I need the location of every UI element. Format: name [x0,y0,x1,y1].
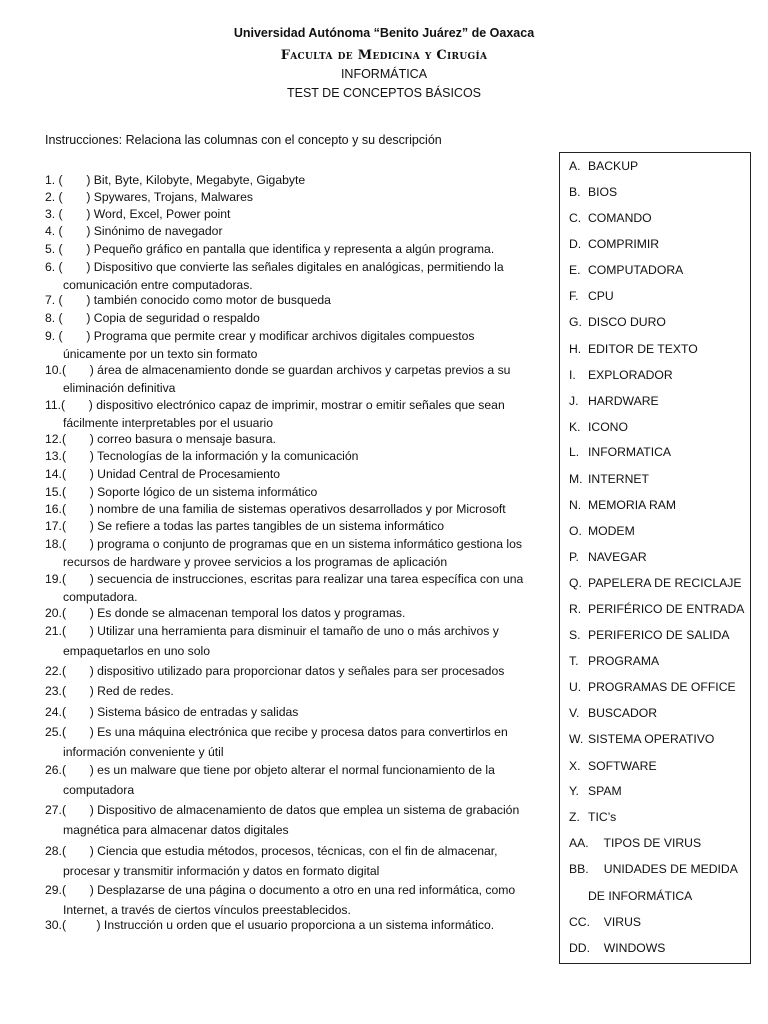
question-text: Instrucción u orden que el usuario proporciona a un sistema informático. [100,918,495,932]
question-number: 23. [45,684,62,698]
question-number: 16. [45,502,62,516]
question-number: 10. [45,363,62,377]
option-letter: G. [569,315,582,329]
option-text: VIRUS [597,915,642,929]
question-text: Soporte lógico de un sistema informático [93,485,318,499]
question-text-continued: comunicación entre computadoras. [63,277,253,292]
answer-blank[interactable]: ( ) [61,624,94,638]
question-text: Spywares, Trojans, Malwares [90,190,253,204]
question-item [45,241,550,259]
question-text: Es donde se almacenan temporal los datos y programas. [93,606,406,620]
question-number: 13. [45,449,62,463]
question-number: 14. [45,467,62,481]
option-letter: I. [569,368,576,382]
answer-option [569,263,683,277]
question-text: Programa que permite crear y modificar archivos digitales compuestos [90,329,475,343]
option-letter: Z. [569,810,580,824]
answer-option [569,420,628,434]
answer-option [569,654,659,668]
question-text: Dispositivo de almacenamiento de datos que emplea un sistema de grabación [93,803,520,817]
question-line [45,466,550,484]
question-line [45,397,550,415]
answer-blank[interactable]: ( ) [55,173,91,187]
question-line [45,172,550,190]
question-line [45,206,550,224]
question-item [45,683,550,701]
option-letter: N. [569,498,582,512]
question-number: 1. [45,173,56,187]
question-item [45,843,550,880]
option-text: PERIFÉRICO DE ENTRADA [588,602,745,616]
question-text-continued: empaquetarlos en uno solo [63,643,211,658]
question-number: 28. [45,844,62,858]
answer-blank[interactable]: ( ) [55,329,91,343]
option-letter: L. [569,445,580,459]
question-line [45,362,550,380]
answer-option [569,550,647,564]
question-number: 8. [45,311,56,325]
answer-option [569,159,638,173]
question-line [45,843,550,861]
answer-option [569,915,641,929]
option-letter: H. [569,342,582,356]
question-item [45,571,550,606]
question-text: Unidad Central de Procesamiento [93,467,281,481]
question-line [45,724,550,742]
question-number: 26. [45,763,62,777]
answer-option [569,784,622,798]
question-number: 15. [45,485,62,499]
question-text-continued: computadora. [63,589,138,604]
question-text: dispositivo utilizado para proporcionar datos y señales para ser procesados [93,664,505,678]
answer-option [569,315,666,329]
question-line [45,310,550,328]
question-line [45,882,550,900]
faculty-name: Faculta de Medicina y Cirugía [280,48,488,63]
answer-blank[interactable]: ( ) [61,363,94,377]
question-number: 27. [45,803,62,817]
question-text: Ciencia que estudia métodos, procesos, técnicas, con el fin de almacenar, [93,844,498,858]
question-text-continued: Internet, a través de ciertos vínculos preestablecidos. [63,902,351,917]
option-letter: E. [569,263,581,277]
answer-option [588,889,692,903]
question-line [45,501,550,519]
option-text: NAVEGAR [588,550,647,564]
answer-blank[interactable]: ( ) [55,311,91,325]
question-number: 3. [45,207,56,221]
question-line [45,683,550,701]
option-text: PROGRAMA [588,654,660,668]
answer-option [569,941,665,955]
question-number: 30. [45,918,62,932]
question-number: 19. [45,572,62,586]
question-line [45,536,550,554]
option-text: PROGRAMAS DE OFFICE [588,680,736,694]
option-text: PERIFERICO DE SALIDA [588,628,730,642]
option-text: EDITOR DE TEXTO [588,342,698,356]
answer-option [569,342,698,356]
question-text-continued: recursos de hardware y provee servicios a los programas de aplicación [63,554,448,569]
question-item [45,259,550,294]
answer-option [569,576,742,590]
question-line [45,448,550,466]
question-item [45,724,550,761]
question-line [45,328,550,346]
question-text: Tecnologías de la información y la comunicación [93,449,359,463]
question-item [45,536,550,571]
option-letter: R. [569,602,582,616]
question-number: 29. [45,883,62,897]
option-text: MODEM [588,524,635,538]
question-number: 22. [45,664,62,678]
answer-blank[interactable]: ( ) [61,844,94,858]
question-line [45,802,550,820]
answer-blank[interactable]: ( ) [61,432,94,446]
option-letter: A. [569,159,581,173]
answer-blank[interactable]: ( ) [61,803,94,817]
question-text: Se refiere a todas las partes tangibles de un sistema informático [93,519,445,533]
option-letter: J. [569,394,579,408]
answer-blank[interactable]: ( ) [61,502,94,516]
question-line [45,292,550,310]
question-text: dispositivo electrónico capaz de imprimir, mostrar o emitir señales que sean [92,398,505,412]
question-text: correo basura o mensaje basura. [93,432,277,446]
question-number: 5. [45,242,56,256]
option-letter: W. [569,732,584,746]
answer-option [569,732,714,746]
question-text-continued: únicamente por un texto sin formato [63,346,258,361]
option-letter: K. [569,420,581,434]
question-item [45,501,550,519]
question-line [45,518,550,536]
question-number: 4. [45,224,56,238]
question-text: también conocido como motor de busqueda [90,293,331,307]
answer-blank[interactable]: ( ) [61,918,101,932]
question-number: 6. [45,260,56,274]
question-item [45,484,550,502]
question-text-continued: fácilmente interpretables por el usuario [63,415,274,430]
question-text: Dispositivo que convierte las señales digitales en analógicas, permitiendo la [90,260,504,274]
question-item [45,362,550,397]
option-text: SOFTWARE [588,759,657,773]
question-number: 7. [45,293,56,307]
answer-option [569,394,659,408]
question-text: Es una máquina electrónica que recibe y procesa datos para convertirlos en [93,725,508,739]
question-line [45,571,550,589]
option-letter: M. [569,472,583,486]
option-letter: BB. [569,862,589,876]
question-text: programa o conjunto de programas que en un sistema informático gestiona los [93,537,522,551]
answer-blank[interactable]: ( ) [61,725,94,739]
answer-blank[interactable]: ( ) [61,705,94,719]
answer-option [569,211,652,225]
option-text: COMPRIMIR [588,237,660,251]
answer-blank[interactable]: ( ) [55,293,91,307]
instructions: Instrucciones: Relaciona las columnas con el concepto y su descripción [45,133,442,147]
question-item [45,448,550,466]
option-letter: F. [569,289,579,303]
answer-blank[interactable]: ( ) [61,606,94,620]
answer-blank[interactable]: ( ) [61,763,94,777]
question-text-continued: eliminación definitiva [63,380,176,395]
answer-option [569,524,635,538]
question-text-continued: información conveniente y útil [63,744,224,759]
option-letter: C. [569,211,582,225]
question-line [45,605,550,623]
university-name: Universidad Autónoma “Benito Juárez” de Oaxaca [233,26,535,40]
question-item [45,762,550,799]
question-item [45,328,550,363]
answer-option [569,237,659,251]
question-item [45,466,550,484]
question-line [45,623,550,641]
question-item [45,397,550,432]
option-text: INFORMATICA [588,445,672,459]
question-text: Sistema básico de entradas y salidas [93,705,299,719]
option-letter: S. [569,628,581,642]
question-line [45,241,550,259]
answer-option [569,185,617,199]
answer-blank[interactable]: ( ) [55,190,91,204]
option-text: COMPUTADORA [588,263,684,277]
option-letter: O. [569,524,582,538]
option-text: MEMORIA RAM [588,498,677,512]
question-text: Utilizar una herramienta para disminuir el tamaño de uno o más archivos y [93,624,499,638]
option-text: INTERNET [588,472,649,486]
question-line [45,704,550,722]
test-title: TEST DE CONCEPTOS BÁSICOS [286,86,482,100]
answer-option [569,836,701,850]
question-text: Word, Excel, Power point [90,207,231,221]
option-letter: AA. [569,836,589,850]
answer-option [569,759,657,773]
answer-option [569,810,616,824]
answer-blank[interactable]: ( ) [61,664,94,678]
answer-option [569,862,738,876]
option-text: PAPELERA DE RECICLAJE [588,576,742,590]
option-text: BIOS [588,185,618,199]
question-line [45,484,550,502]
question-text: Bit, Byte, Kilobyte, Megabyte, Gigabyte [90,173,306,187]
question-text-continued: magnética para almacenar datos digitales [63,822,289,837]
answer-blank[interactable]: ( ) [55,260,91,274]
answer-option [569,680,736,694]
option-text: TIC’s [588,810,617,824]
question-line [45,431,550,449]
option-text: DE INFORMÁTICA [588,889,693,903]
answer-option [569,498,676,512]
option-letter: V. [569,706,580,720]
answer-option [569,602,744,616]
question-number: 20. [45,606,62,620]
question-number: 21. [45,624,62,638]
question-text: área de almacenamiento donde se guardan archivos y carpetas previos a su [93,363,511,377]
option-text: EXPLORADOR [588,368,673,382]
question-number: 9. [45,329,56,343]
option-text: CPU [588,289,614,303]
question-item [45,518,550,536]
question-line [45,259,550,277]
question-text-continued: procesar y transmitir información y datos en formato digital [63,863,380,878]
option-text: SPAM [588,784,622,798]
question-item [45,310,550,328]
option-text: ICONO [588,420,628,434]
question-text: Desplazarse de una página o documento a otro en una red informática, como [93,883,516,897]
option-letter: U. [569,680,582,694]
answer-blank[interactable]: ( ) [61,467,94,481]
question-text: nombre de una familia de sistemas operativos desarrollados y por Microsoft [93,502,506,516]
option-text: TIPOS DE VIRUS [597,836,702,850]
question-item [45,882,550,919]
question-item [45,917,550,935]
answer-option [569,628,730,642]
subject-title: INFORMÁTICA [340,67,428,81]
answer-blank[interactable]: ( ) [61,572,94,586]
option-letter: X. [569,759,581,773]
question-item [45,663,550,681]
question-item [45,223,550,241]
answer-option [569,706,657,720]
option-letter: B. [569,185,581,199]
option-text: BACKUP [588,159,639,173]
answer-blank[interactable]: ( ) [61,537,94,551]
answer-option [569,445,671,459]
option-letter: DD. [569,941,590,955]
question-item [45,206,550,224]
answer-blank[interactable]: ( ) [61,398,93,412]
question-item [45,172,550,190]
question-number: 25. [45,725,62,739]
question-item [45,292,550,310]
question-number: 17. [45,519,62,533]
question-text: secuencia de instrucciones, escritas para realizar una tarea específica con una [93,572,524,586]
question-line [45,762,550,780]
question-number: 2. [45,190,56,204]
option-letter: Q. [569,576,582,590]
question-number: 12. [45,432,62,446]
question-line [45,189,550,207]
option-letter: P. [569,550,579,564]
question-text: Red de redes. [93,684,174,698]
answer-blank[interactable]: ( ) [61,684,94,698]
question-text: Sinónimo de navegador [90,224,223,238]
answer-blank[interactable]: ( ) [61,519,94,533]
question-item [45,431,550,449]
question-number: 24. [45,705,62,719]
answer-blank[interactable]: ( ) [61,449,94,463]
option-text: UNIDADES DE MEDIDA [597,862,738,876]
question-text-continued: computadora [63,782,135,797]
option-text: DISCO DURO [588,315,666,329]
question-text: Copia de seguridad o respaldo [90,311,260,325]
question-line [45,223,550,241]
answer-blank[interactable]: ( ) [61,883,94,897]
option-letter: D. [569,237,582,251]
option-text: WINDOWS [597,941,666,955]
question-text: es un malware que tiene por objeto alterar el normal funcionamiento de la [93,763,495,777]
question-number: 18. [45,537,62,551]
option-text: BUSCADOR [588,706,658,720]
question-item [45,623,550,660]
question-item [45,189,550,207]
answer-option [569,289,614,303]
option-letter: Y. [569,784,579,798]
option-letter: CC. [569,915,590,929]
question-item [45,704,550,722]
question-item [45,605,550,623]
question-line [45,917,550,935]
option-text: COMANDO [588,211,652,225]
option-letter: T. [569,654,579,668]
option-text: SISTEMA OPERATIVO [588,732,715,746]
question-item [45,802,550,839]
answer-blank[interactable]: ( ) [55,207,91,221]
answer-option [569,472,649,486]
answer-blank[interactable]: ( ) [61,485,94,499]
question-text: Pequeño gráfico en pantalla que identifica y representa a algún programa. [90,242,495,256]
option-text: HARDWARE [588,394,659,408]
answer-blank[interactable]: ( ) [55,224,91,238]
question-number: 11. [45,398,62,412]
answer-blank[interactable]: ( ) [55,242,91,256]
answer-option [569,368,673,382]
question-line [45,663,550,681]
